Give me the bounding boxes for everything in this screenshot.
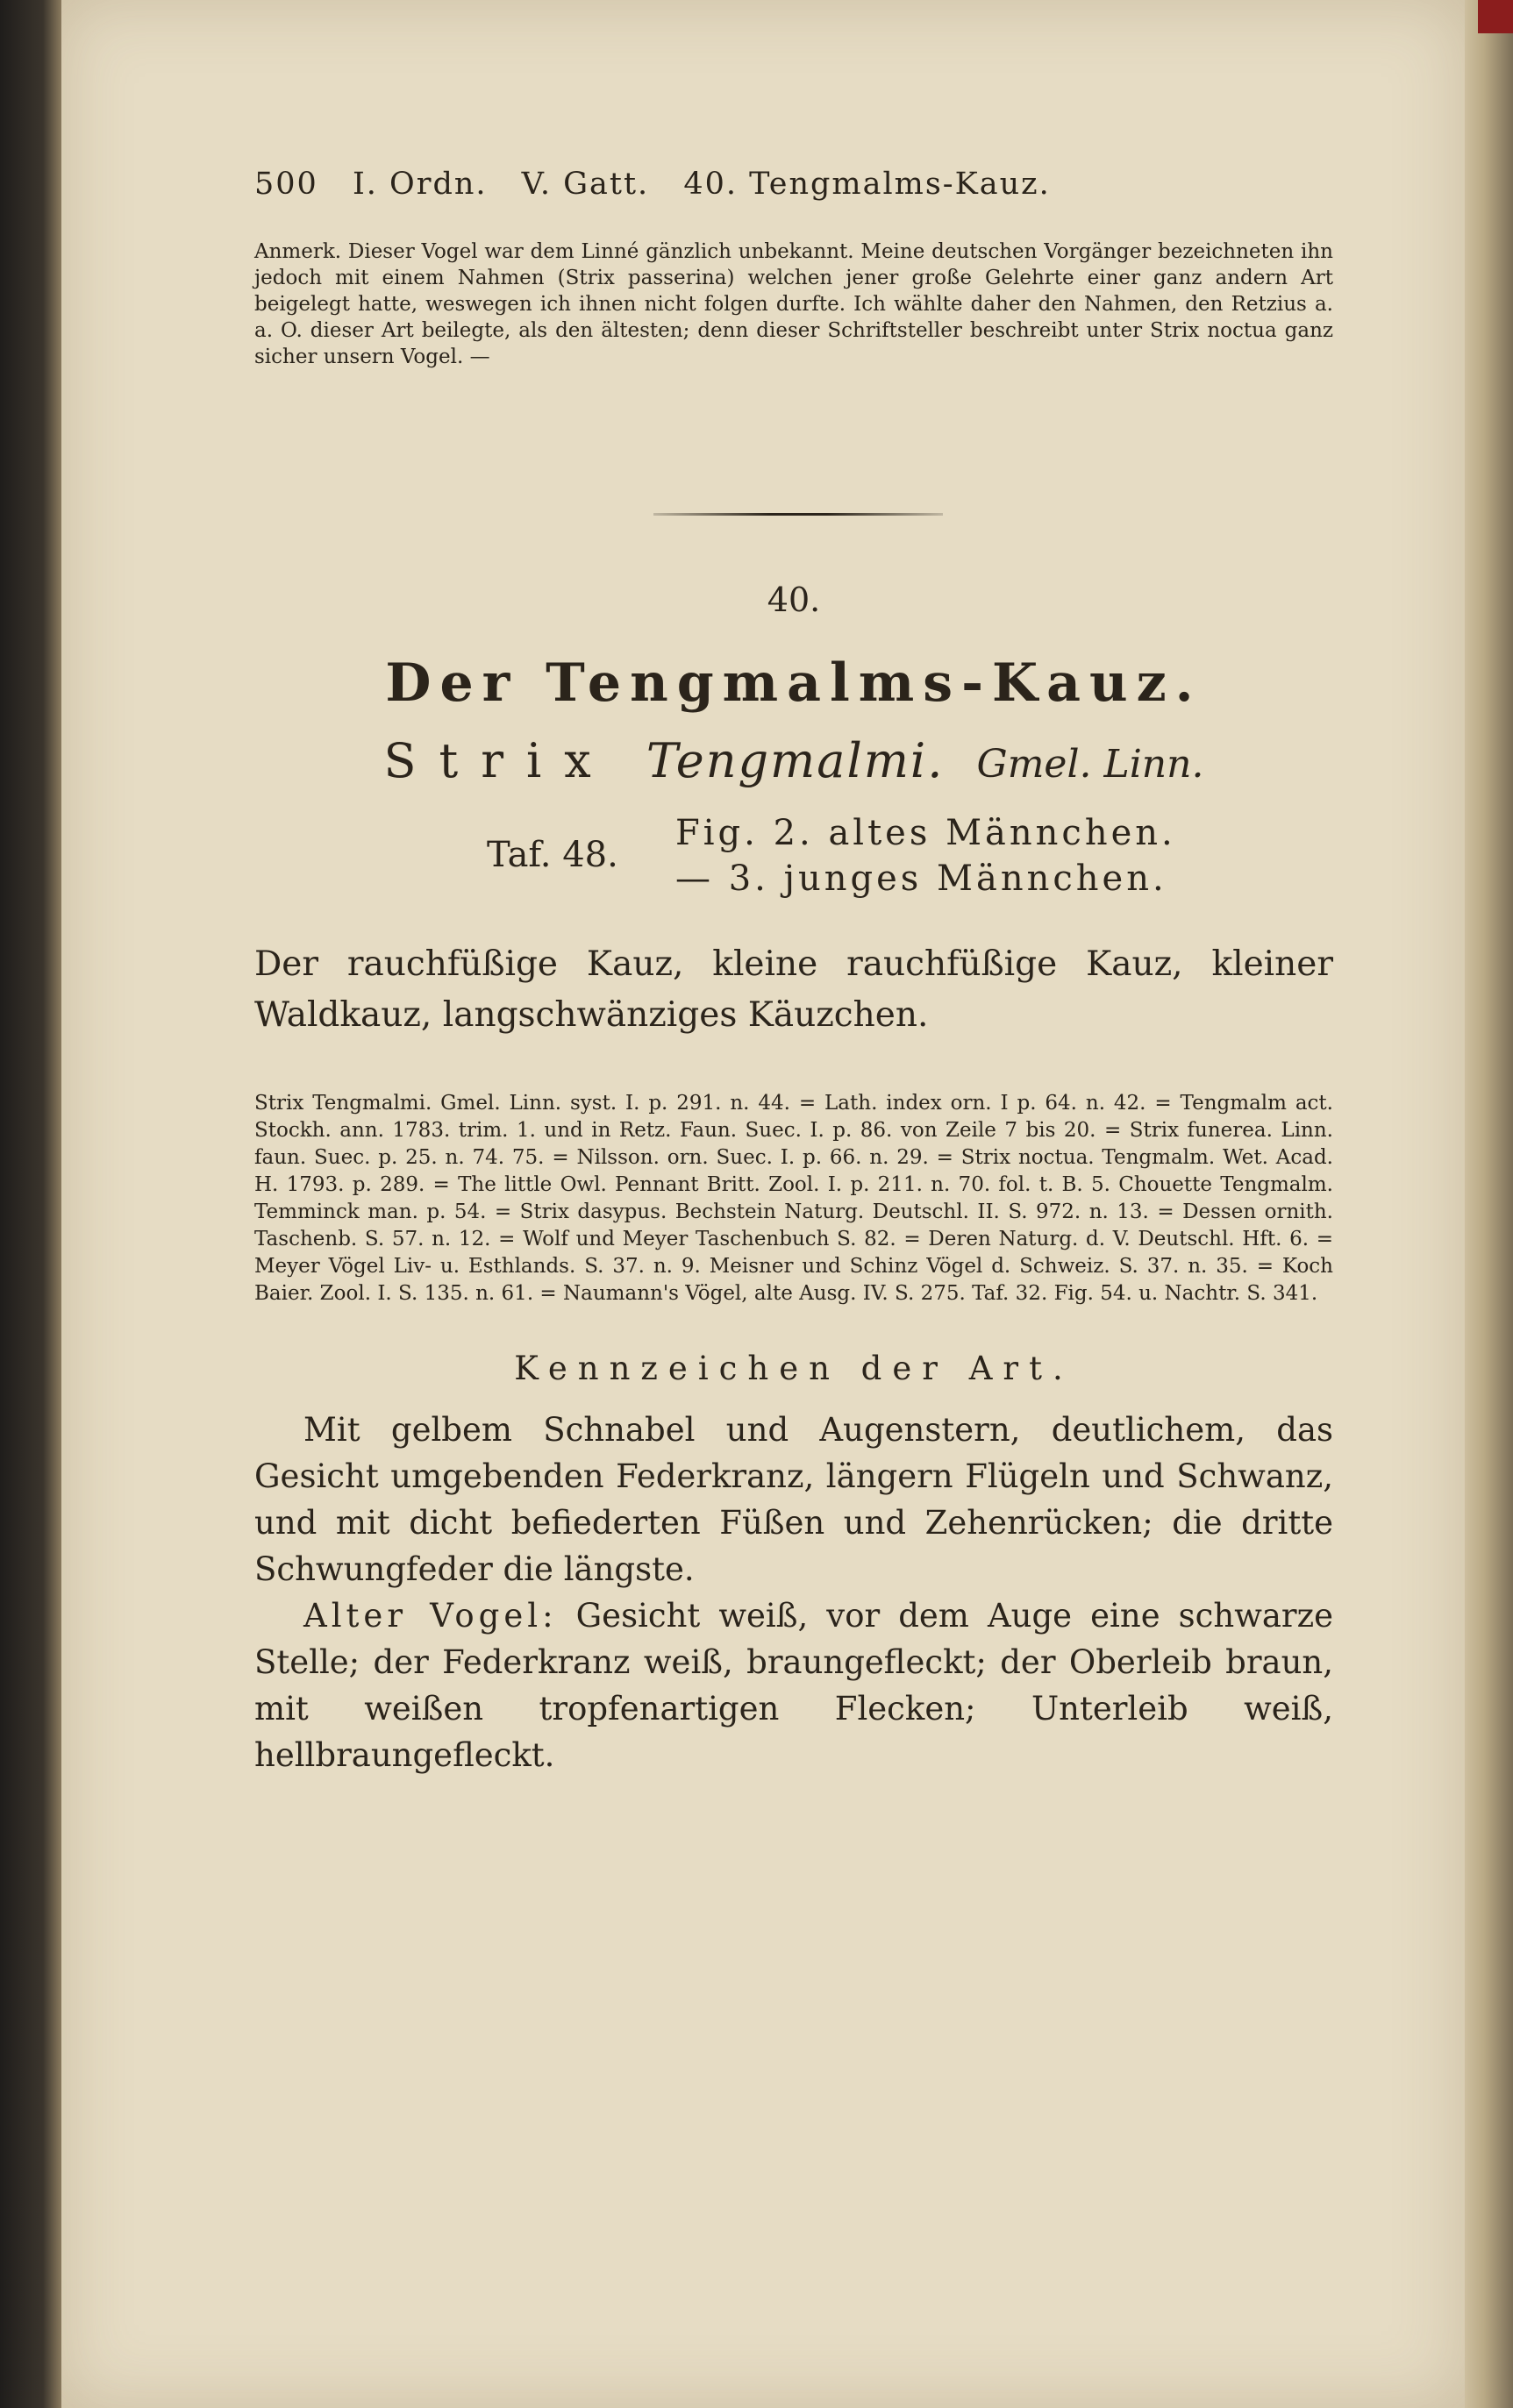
bookmark-tab: [1478, 0, 1513, 33]
section-heading: Kennzeichen der Art.: [514, 1350, 1074, 1387]
section-divider: [254, 370, 1333, 554]
synonymy-block: Strix Tengmalmi. Gmel. Linn. syst. I. p. 291. n. 44. = Lath. index orn. I p. 64. n. 42. = Tengmalm act. Stockh. ann. 1783. trim. 1. und in Retz. Faun. Suec. I. p. 86. von Zeile 7 bis 20. = Strix funerea. Linn. faun. Suec. p. 25. n. 74. 75. = Nilsson. orn. Suec. I. p. 66. n. 29. = Strix noctua. Tengmalm. Wet. Acad. H. 1793. p. 289. = The little Owl. Pennant Britt. Zool. I. p. 211. n. 70. fol. t. B. 5. Chouette Tengmalm. Temminck man. p. 54. = Strix dasypus. Bechstein Naturg. Deutschl. II. S. 972. n. 13. = Dessen ornith. Taschenb. S. 57. n. 12. = Wolf und Meyer Taschenbuch S. 82. = Deren Naturg. d. V. Deutschl. Hft. 6. = Meyer Vögel Liv- u. Esthlands. S. 37. n. 9. Meisner und Schinz Vögel d. Schweiz. S. 37. n. 35. = Koch Baier. Zool. I. S. 135. n. 61. = Naumann's Vögel, alte Ausg. IV. S. 275. Taf. 32. Fig. 54. u. Nachtr. S. 341.: [254, 1092, 1333, 1305]
diagnosis-paragraph: Mit gelbem Schnabel und Augenstern, deutlichem, das Gesicht umgebenden Federkranz, längern Flügeln und Schwanz, und mit dicht befiederten Füßen und Zehenrücken; die dritte Schwungfeder die längste.: [254, 1411, 1333, 1588]
book-gutter: [0, 0, 61, 2408]
old-bird-paragraph: [254, 1592, 1333, 1778]
plate-number: Taf. 48.: [487, 835, 618, 875]
running-head: [254, 167, 1333, 202]
footnote-remark: Anmerk. Dieser Vogel war dem Linné gänzlich unbekannt. Meine deutschen Vorgänger bezeichneten ihn jedoch mit einem Nahmen (Strix passerina) welchen jener große Gelehrte einer ganz andern Art beigelegt hatte, weswegen ich ihnen nicht folgen durfte. Ich wählte daher den Nahmen, den Retzius a. a. O. dieser Art beilegte, als den ältesten; denn dieser Schriftsteller beschreibt unter Strix noctua ganz sicher unsern Vogel. —: [254, 240, 1333, 368]
divider-rule: [653, 513, 943, 516]
latin-name: [254, 733, 1333, 788]
figure-young-male: — 3. junges Männchen.: [675, 858, 1167, 899]
latin-species: Tengmalmi.: [646, 733, 945, 788]
old-bird-text: Gesicht weiß, vor dem Auge eine schwarze Stelle; der Federkranz weiß, braungefleckt; der Oberleib braun, mit weißen tropfenartigen Flecken; Unterleib weiß, hellbraungefleckt.: [254, 1597, 1333, 1774]
page-content: [254, 167, 1333, 1778]
entry-title: Der Tengmalms-Kauz.: [385, 652, 1203, 714]
order-label: I. Ordn.: [352, 167, 488, 202]
figure-old-male: Fig. 2. altes Männchen.: [675, 813, 1176, 853]
old-bird-label: Alter Vogel:: [303, 1597, 558, 1635]
species-label: 40. Tengmalms-Kauz.: [683, 167, 1051, 202]
entry-number: 40.: [767, 581, 821, 619]
page-number: 500: [254, 167, 318, 202]
latin-authority: Gmel. Linn.: [976, 742, 1204, 787]
genus-label: V. Gatt.: [521, 167, 650, 202]
vernacular-names: Der rauchfüßige Kauz, kleine rauchfüßige Kauz, kleiner Waldkauz, langschwänziges Käuzchen.: [254, 944, 1333, 1035]
latin-genus: Strix: [383, 733, 614, 788]
book-page: [61, 0, 1465, 2408]
species-description: [254, 1407, 1333, 1778]
plate-reference: [254, 813, 1333, 909]
page-edge: [1465, 0, 1513, 2408]
